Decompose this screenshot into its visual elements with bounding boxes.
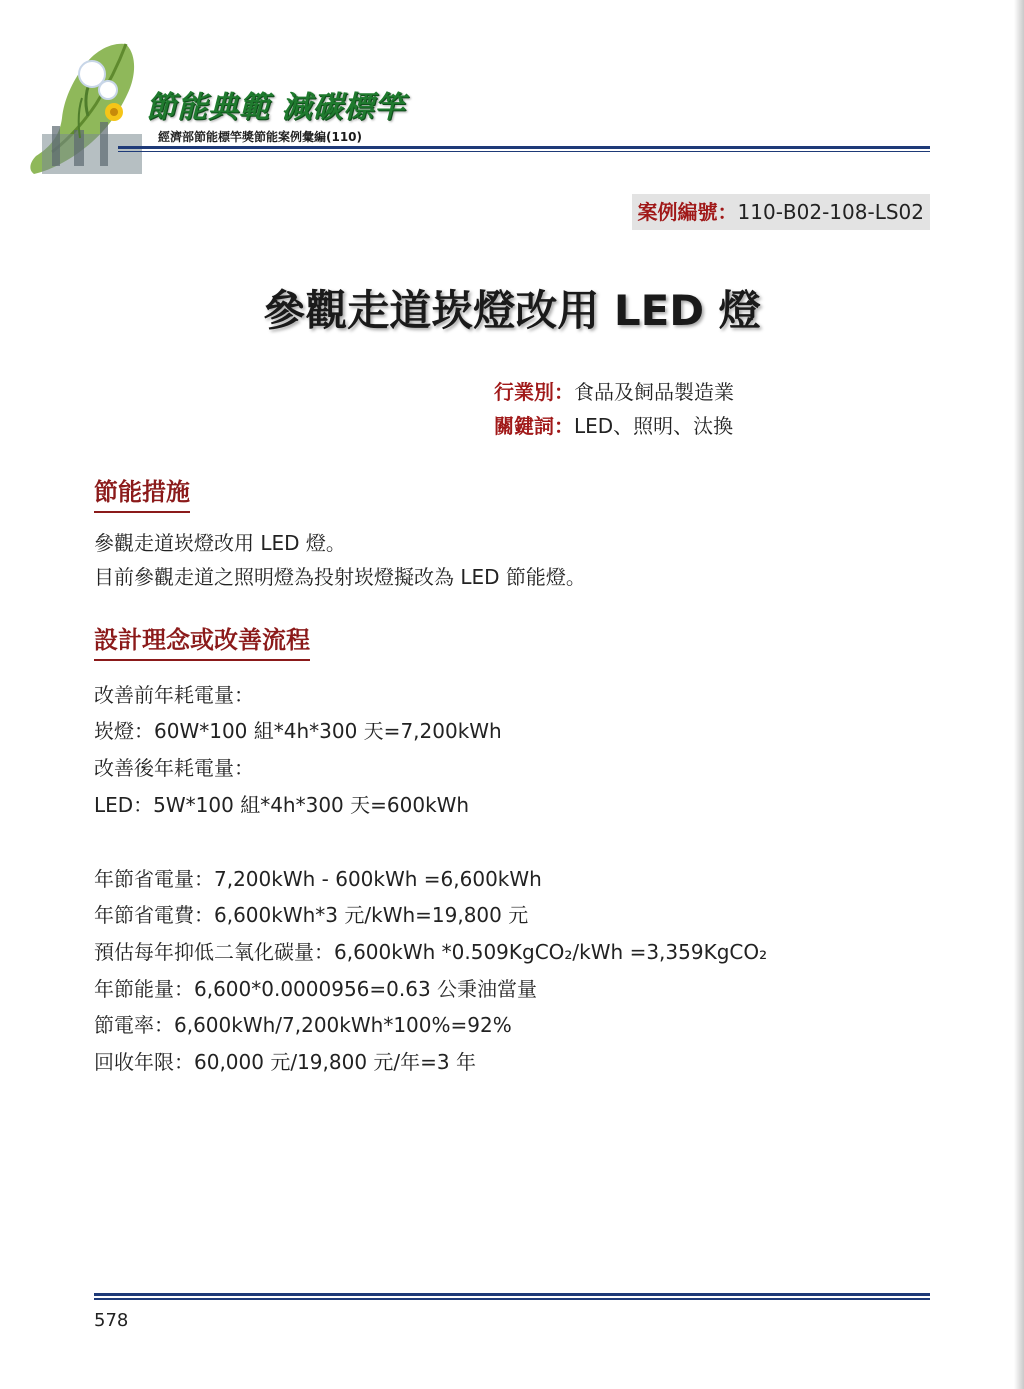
section-heading-measures: 節能措施 <box>94 472 190 513</box>
footer-rule <box>94 1293 930 1296</box>
case-number-label: 案例編號： <box>637 200 738 224</box>
design-line: 回收年限：60,000 元/19,800 元/年=3 年 <box>94 1050 476 1074</box>
series-subtitle: 經濟部節能標竿獎節能案例彙編(110) <box>158 130 363 144</box>
industry-row <box>494 376 734 405</box>
design-line: 改善後年耗電量： <box>94 756 254 780</box>
industry-value: 食品及飼品製造業 <box>574 380 734 404</box>
design-line: 改善前年耗電量： <box>94 683 254 707</box>
keywords-value: LED、照明、汰換 <box>574 414 734 438</box>
brand-title: 節能典範 減碳標竿 <box>146 90 406 125</box>
page-number: 578 <box>94 1310 129 1331</box>
design-line: 崁燈：60W*100 組*4h*300 天=7,200kWh <box>94 719 502 743</box>
design-line: 年節省電量：7,200kWh - 600kWh =6,600kWh <box>94 867 542 891</box>
keywords-label: 關鍵詞： <box>494 414 574 438</box>
measures-line: 參觀走道崁燈改用 LED 燈。 <box>94 531 346 555</box>
page-edge-shadow <box>1014 0 1024 1389</box>
footer-rule-thin <box>94 1298 930 1300</box>
design-line: LED：5W*100 組*4h*300 天=600kWh <box>94 793 470 817</box>
measures-line: 目前參觀走道之照明燈為投射崁燈擬改為 LED 節能燈。 <box>94 565 586 589</box>
keywords-row <box>494 410 733 439</box>
design-line: 年節省電費：6,600kWh*3 元/kWh=19,800 元 <box>94 903 529 927</box>
industry-label: 行業別： <box>494 380 574 404</box>
design-line: 年節能量：6,600*0.0000956=0.63 公秉油當量 <box>94 977 538 1001</box>
section-heading-design: 設計理念或改善流程 <box>94 620 310 661</box>
page-title: 參觀走道崁燈改用 LED 燈 <box>263 286 761 335</box>
case-number-value: 110-B02-108-LS02 <box>737 200 924 224</box>
header-rule-thin <box>118 151 930 152</box>
design-line: 節電率：6,600kWh/7,200kWh*100%=92% <box>94 1013 512 1037</box>
header-rule <box>118 146 930 149</box>
case-number-box <box>632 194 930 230</box>
design-line: 預估每年抑低二氧化碳量：6,600kWh *0.509KgCO₂/kWh =3,359KgCO₂ <box>94 940 768 964</box>
